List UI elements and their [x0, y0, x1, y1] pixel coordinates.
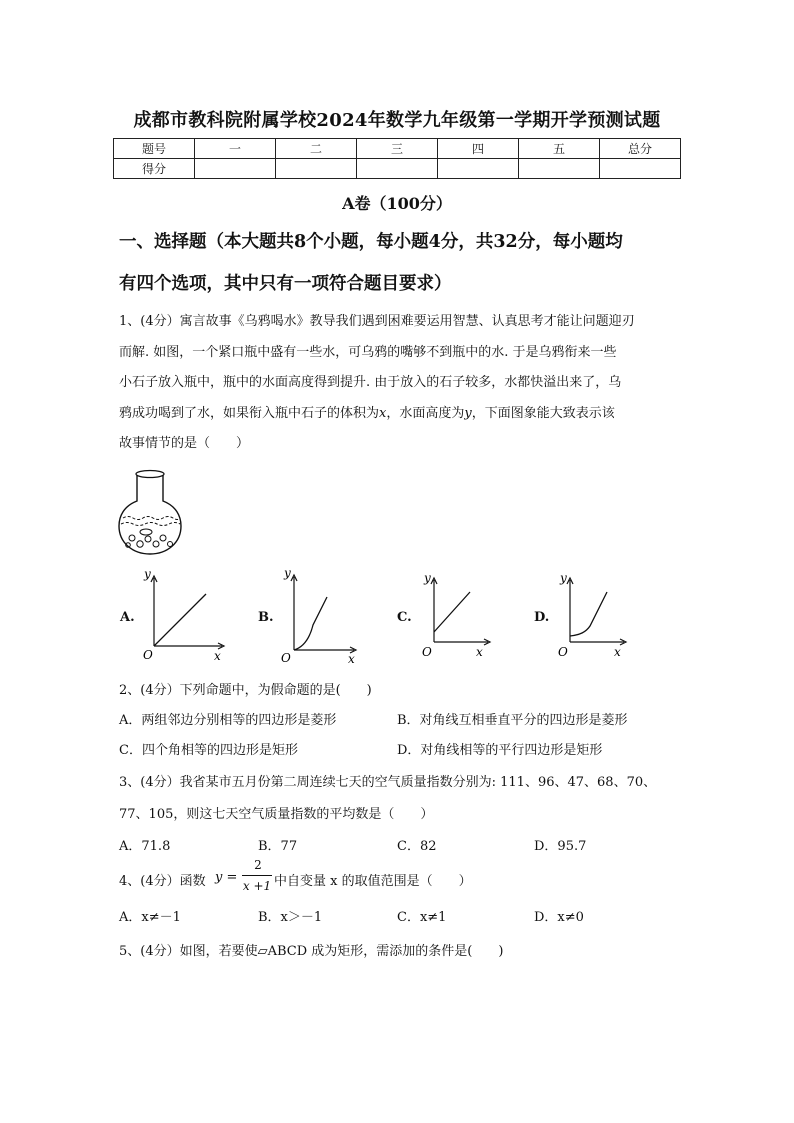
q2-stem: 2、(4分）下列命题中，为假命题的是( ) [119, 683, 372, 698]
score-cell [357, 159, 438, 179]
score-table [113, 138, 681, 179]
q4-fraction-denominator: x +1 [242, 879, 272, 893]
q1-option-a-label[interactable]: A. [120, 610, 135, 625]
axis-x-label: x [476, 645, 483, 659]
flask-illustration [118, 468, 184, 558]
q1-line-part: 鸦成功喝到了水，如果衔入瓶中石子的体积为 [119, 405, 380, 421]
score-header-cell: 一 [195, 139, 276, 159]
axis-y-label: y [284, 566, 291, 580]
q4-option-b[interactable]: B．x＞－1 [258, 910, 323, 925]
score-table-score-row [114, 159, 681, 179]
q1-option-c-label[interactable]: C. [397, 610, 412, 625]
q1-line-part: ，水面高度为 [386, 405, 465, 421]
q4-y-equals: y = [215, 870, 238, 885]
section-heading-line1: 一、选择题（本大题共8个小题，每小题4分，共32分，每小题均 [119, 232, 623, 252]
origin-label: O [143, 648, 153, 662]
q1-option-b-label[interactable]: B. [258, 610, 274, 625]
score-cell [600, 159, 681, 179]
exam-title: 成都市教科院附属学校2024年数学九年级第一学期开学预测试题 [133, 110, 661, 131]
q3-option-d[interactable]: D．95.7 [534, 839, 587, 854]
q1-text [119, 307, 679, 460]
score-header-cell: 题号 [114, 139, 195, 159]
q5-stem: 5、(4分）如图，若要使▱ABCD 成为矩形，需添加的条件是( ) [119, 944, 504, 959]
q1-graph-a[interactable] [142, 568, 232, 663]
q4-prefix: 4、(4分）函数 [119, 874, 206, 889]
q1-line [119, 399, 679, 430]
axis-y-label: y [144, 567, 151, 581]
var-x: x [379, 405, 387, 421]
q4-fraction-bar [242, 875, 272, 876]
q3-option-b[interactable]: B．77 [258, 839, 298, 854]
score-header-cell: 总分 [600, 139, 681, 159]
score-header-cell: 四 [438, 139, 519, 159]
q2-option-a[interactable]: A．两组邻边分别相等的四边形是菱形 [119, 713, 337, 728]
q4-option-a[interactable]: A．x≠－1 [119, 910, 181, 925]
axis-y-label: y [424, 571, 431, 585]
q1-graph-c[interactable] [420, 570, 500, 660]
score-cell [276, 159, 357, 179]
q1-graph-b[interactable] [280, 565, 370, 665]
section-heading-line2: 有四个选项，其中只有一项符合题目要求） [119, 274, 452, 294]
score-table-header-row [114, 139, 681, 159]
q4-fraction-numerator: 2 [254, 858, 262, 872]
q1-line: 而解. 如图，一个紧口瓶中盛有一些水，可乌鸦的嘴够不到瓶中的水. 于是乌鸦衔来一些 [119, 344, 617, 360]
axis-x-label: x [614, 645, 621, 659]
origin-label: O [422, 645, 432, 659]
q2-option-d[interactable]: D．对角线相等的平行四边形是矩形 [397, 743, 603, 758]
q4-option-c[interactable]: C．x≠1 [397, 910, 447, 925]
q1-line-part: ，下面图象能大致表示该 [471, 405, 615, 421]
score-cell [195, 159, 276, 179]
q4-option-d[interactable]: D．x≠0 [534, 910, 584, 925]
origin-label: O [558, 645, 568, 659]
score-cell [519, 159, 600, 179]
axis-x-label: x [348, 652, 355, 666]
score-header-cell: 五 [519, 139, 600, 159]
q3-line2: 77、105，则这七天空气质量指数的平均数是（ ） [119, 807, 434, 822]
q1-line: 小石子放入瓶中，瓶中的水面高度得到提升. 由于放入的石子较多，水都快溢出来了，乌 [119, 375, 622, 390]
score-header-cell: 二 [276, 139, 357, 159]
q1-graph-d[interactable] [556, 570, 636, 660]
q3-option-a[interactable]: A．71.8 [119, 839, 171, 854]
q1-option-d-label[interactable]: D. [534, 610, 550, 625]
q3-line1: 3、(4分）我省某市五月份第二周连续七天的空气质量指数分别为: 111、96、47、68、70、 [119, 775, 657, 790]
q1-line: 故事情节的是（ ） [119, 436, 250, 451]
score-row-label: 得分 [114, 159, 195, 179]
origin-label: O [281, 651, 291, 665]
q2-option-c[interactable]: C．四个角相等的四边形是矩形 [119, 743, 298, 758]
volume-heading: A卷（100分） [342, 194, 452, 213]
q2-option-b[interactable]: B．对角线互相垂直平分的四边形是菱形 [397, 713, 628, 728]
score-header-cell: 三 [357, 139, 438, 159]
axis-x-label: x [214, 649, 221, 663]
axis-y-label: y [560, 571, 567, 585]
var-y: y [464, 405, 472, 421]
score-cell [438, 159, 519, 179]
q3-option-c[interactable]: C．82 [397, 839, 437, 854]
q4-suffix: 中自变量 x 的取值范围是（ ） [274, 874, 472, 889]
q1-line: 1、(4分）寓言故事《乌鸦喝水》教导我们遇到困难要运用智慧、认真思考才能让问题迎刃 [119, 314, 635, 329]
